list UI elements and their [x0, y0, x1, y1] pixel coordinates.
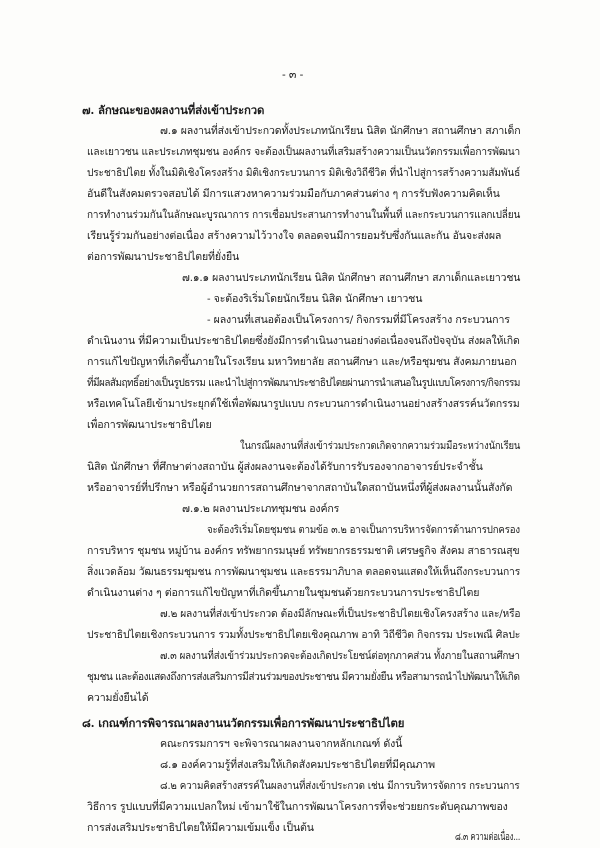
- bullet-7-1-1-b-line: ดำเนินงาน ที่มีความเป็นประชาธิปไตยซึ่งยังมีการดำเนินงานอย่างต่อเนื่องจนถึงปัจจุบัน ส่งผลให้เกิด: [87, 335, 520, 347]
- section-8-heading: ๘. เกณฑ์การพิจารณาผลงานนวัตกรรมเพื่อการพัฒนาประชาธิปไตย: [82, 716, 405, 730]
- subsection-7-1-1-title: ๗.๑.๑ ผลงานประเภทนักเรียน นิสิต นักศึกษา สถานศึกษา สภาเด็กและเยาวชน: [182, 272, 521, 284]
- para-7-2-line: ๗.๒ ผลงานที่ส่งเข้าประกวด ต้องมีลักษณะที่เป็นประชาธิปไตยเชิงโครงสร้าง และ/หรือ: [160, 608, 521, 620]
- section-7-heading: ๗. ลักษณะของผลงานที่ส่งเข้าประกวด: [82, 103, 265, 117]
- bullet-7-1-1-a: - จะต้องริเริ่มโดยนักเรียน นิสิต นักศึกษา เยาวชน: [207, 293, 423, 305]
- para-7-1-line: ประชาธิปไตย ทั้งในมิติเชิงโครงสร้าง มิติเชิงกระบวนการ มิติเชิงวิถีชีวิต ที่นำไปสู่การสร้างความสัมพันธ์: [87, 167, 521, 179]
- para-7-1-2-line: ดำเนินงานต่าง ๆ ต่อการแก้ไขปัญหาที่เกิดขึ้นภายในชุมชนด้วยกระบวนการประชาธิปไตย: [87, 587, 480, 599]
- bullet-7-1-1-b-line: - ผลงานที่เสนอต้องเป็นโครงการ/ กิจกรรมที่มีโครงสร้าง กระบวนการ: [207, 314, 510, 326]
- section-8-intro: คณะกรรมการฯ จะพิจารณาผลงานจากหลักเกณฑ์ ดังนี้: [160, 738, 403, 750]
- para-7-3-line: ความยั่งยืนได้: [87, 692, 149, 704]
- criterion-8-2-line: วิธีการ รูปแบบที่มีความแปลกใหม่ เข้ามาใช้ในการพัฒนาโครงการที่จะช่วยยกระดับคุณภาพของ: [87, 801, 508, 813]
- bullet-7-1-1-b-line: หรือเทคโนโลยีเข้ามาประยุกต์ใช้เพื่อพัฒนารูปแบบ กระบวนการดำเนินงานอย่างสร้างสรรค์นวัตกรรม: [87, 398, 520, 410]
- para-7-1-line: ต่อการพัฒนาประชาธิปไตยที่ยั่งยืน: [87, 251, 240, 263]
- bullet-7-1-1-b-line: ที่มีผลสัมฤทธิ์อย่างเป็นรูปธรรม และนำไปสู่การพัฒนาประชาธิปไตยผ่านการนำเสนอในรูปแบบโครงการ/กิจกรรม: [87, 377, 520, 389]
- para-7-1-2-line: สิ่งแวดล้อม วัฒนธรรมชุมชน การพัฒนาชุมชน และธรรมาภิบาล ตลอดจนแสดงให้เห็นถึงกระบวนการ: [87, 566, 521, 578]
- para-7-3-line: ชุมชน และต้องแสดงถึงการส่งเสริมการมีส่วนร่วมของประชาชน มีความยั่งยืน หรือสามารถนำไปพัฒนาให้เกิด: [87, 671, 520, 683]
- para-7-1-line: และเยาวชน และประเภทชุมชน องค์กร จะต้องเป็นผลงานที่เสริมสร้างความเป็นนวัตกรรมเพื่อการพัฒนา: [87, 146, 521, 158]
- joint-submission-line: ในกรณีผลงานที่ส่งเข้าร่วมประกวดเกิดจากความร่วมมือระหว่างนักเรียน: [240, 440, 521, 452]
- bullet-7-1-1-b-line: เพื่อการพัฒนาประชาธิปไตย: [87, 419, 212, 431]
- para-7-1-line: ๗.๑ ผลงานที่ส่งเข้าประกวดทั้งประเภทนักเรียน นิสิต นักศึกษา สถานศึกษา สภาเด็ก: [160, 125, 521, 137]
- joint-submission-line: นิสิต นักศึกษา ที่ศึกษาต่างสถาบัน ผู้ส่งผลงานจะต้องได้รับการรับรองจากอาจารย์ประจำชั้น: [87, 461, 483, 473]
- para-7-1-2-line: จะต้องริเริ่มโดยชุมชน ตามข้อ ๓.๒ อาจเป็นการบริหารจัดการด้านการปกครอง: [207, 524, 520, 536]
- para-7-2-line: ประชาธิปไตยเชิงกระบวนการ รวมทั้งประชาธิปไตยเชิงคุณภาพ อาทิ วิถีชีวิต กิจกรรม ประเพณี ศิลปะ: [87, 629, 521, 641]
- criterion-8-1: ๘.๑ องค์ความรู้ที่ส่งเสริมให้เกิดสังคมประชาธิปไตยที่มีคุณภาพ: [160, 759, 435, 771]
- para-7-1-line: เรียนรู้ร่วมกันอย่างต่อเนื่อง สร้างความไว้วางใจ ตลอดจนมีการยอมรับซึ่งกันและกัน อันจะส่งผล: [87, 230, 502, 242]
- continuation-marker: ๘.๓ ความต่อเนื่อง...: [455, 831, 521, 843]
- bullet-7-1-1-b-line: การแก้ไขปัญหาที่เกิดขึ้นภายในโรงเรียน มหาวิทยาลัย สถานศึกษา และ/หรือชุมชน สังคมภายนอก: [87, 356, 517, 368]
- criterion-8-2-line: ๘.๒ ความคิดสร้างสรรค์ในผลงานที่ส่งเข้าประกวด เช่น มีการบริหารจัดการ กระบวนการ: [160, 780, 520, 792]
- criterion-8-2-line: การส่งเสริมประชาธิปไตยให้มีความเข้มแข็ง เป็นต้น: [87, 822, 314, 834]
- page-number: - ๓ -: [282, 68, 304, 81]
- para-7-3-line: ๗.๓ ผลงานที่ส่งเข้าร่วมประกวดจะต้องเกิดประโยชน์ต่อทุกภาคส่วน ทั้งภายในสถานศึกษา: [160, 650, 520, 662]
- joint-submission-line: หรืออาจารย์ที่ปรึกษา หรือผู้อำนวยการสถานศึกษาจากสถาบันใดสถาบันหนึ่งที่ผู้ส่งผลงานนั้นสังกัด: [87, 482, 513, 494]
- subsection-7-1-2-title: ๗.๑.๒ ผลงานประเภทชุมชน องค์กร: [182, 503, 340, 515]
- para-7-1-line: การทำงานร่วมกันในลักษณะบูรณาการ การเชื่อมประสานการทำงานในพื้นที่ และกระบวนการแลกเปลี่ยน: [87, 209, 521, 221]
- para-7-1-line: อันดีในสังคมตรวจสอบได้ มีการแสวงหาความร่วมมือกับภาคส่วนต่าง ๆ การรับฟังความคิดเห็น: [87, 188, 500, 200]
- para-7-1-2-line: การบริหาร ชุมชน หมู่บ้าน องค์กร ทรัพยากรมนุษย์ ทรัพยากรธรรมชาติ เศรษฐกิจ สังคม สาธารณสุข: [87, 545, 520, 557]
